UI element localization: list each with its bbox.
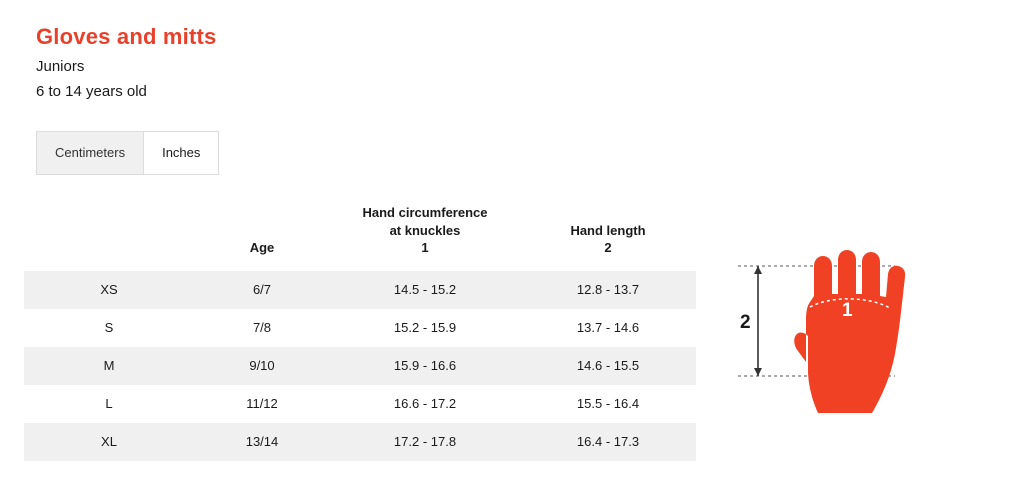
hand-illustration [794,250,905,413]
table-row [24,385,696,423]
column-header-hand-length-marker: 2 [604,240,612,256]
cell-length: 16.4 - 17.3 [520,423,696,461]
column-header-size [24,200,194,271]
cell-circumference: 15.9 - 16.6 [330,347,520,385]
page-subtitle-category: Juniors [36,58,85,75]
table-header [24,200,696,271]
label-hand-circumference: 1 [842,300,853,321]
column-header-hand-circumference-line2: at knuckles [389,222,461,238]
page-title: Gloves and mitts [36,24,217,49]
table-body [24,271,696,461]
cell-size: XL [24,423,194,461]
unit-tab-centimeters[interactable]: Centimeters [37,132,144,174]
table-row [24,423,696,461]
hand-measurement-diagram [720,250,950,430]
cell-circumference: 17.2 - 17.8 [330,423,520,461]
cell-length: 12.8 - 13.7 [520,271,696,309]
column-header-hand-circumference-line1: Hand circumference [362,205,488,220]
cell-size: XS [24,271,194,309]
label-hand-length: 2 [740,312,751,333]
column-header-hand-circumference-marker: 1 [421,240,429,256]
column-header-hand-length [520,200,696,271]
length-arrow-head-top [754,266,762,274]
cell-circumference: 15.2 - 15.9 [330,309,520,347]
column-header-hand-length-line1: Hand length [570,222,646,238]
cell-size: L [24,385,194,423]
cell-length: 15.5 - 16.4 [520,385,696,423]
length-arrow-head-bottom [754,368,762,376]
cell-length: 13.7 - 14.6 [520,309,696,347]
cell-length: 14.6 - 15.5 [520,347,696,385]
unit-toggle[interactable] [36,131,219,175]
unit-tab-inches[interactable]: Inches [144,132,218,174]
cell-age: 7/8 [194,309,330,347]
column-header-hand-circumference [330,200,520,271]
page-subtitle-age-range: 6 to 14 years old [36,83,147,100]
cell-size: M [24,347,194,385]
cell-age: 9/10 [194,347,330,385]
column-header-age: Age [249,240,275,256]
cell-circumference: 16.6 - 17.2 [330,385,520,423]
cell-size: S [24,309,194,347]
cell-circumference: 14.5 - 15.2 [330,271,520,309]
table-header-row [24,200,696,271]
cell-age: 6/7 [194,271,330,309]
table-row [24,309,696,347]
hand-shape [794,250,905,413]
table-row [24,347,696,385]
size-chart-table [24,200,696,461]
table-row [24,271,696,309]
cell-age: 13/14 [194,423,330,461]
cell-age: 11/12 [194,385,330,423]
